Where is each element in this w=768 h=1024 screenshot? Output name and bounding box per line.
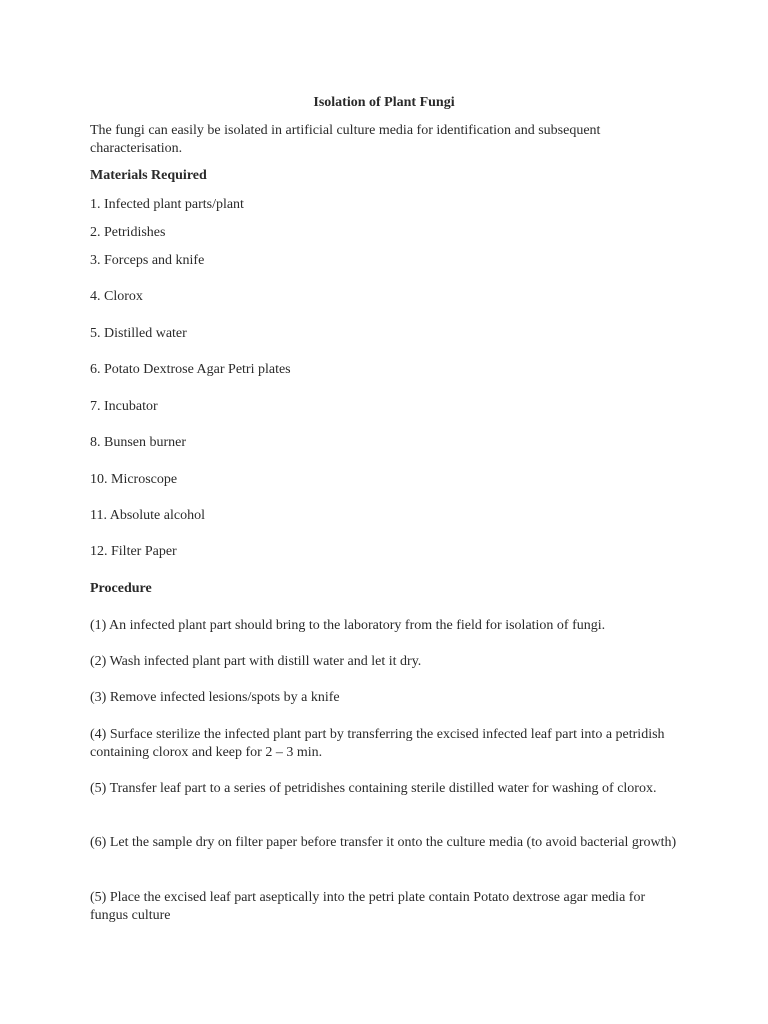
document-title: Isolation of Plant Fungi xyxy=(313,95,455,110)
material-item: 12. Filter Paper xyxy=(90,544,177,559)
procedure-step: (3) Remove infected lesions/spots by a knife xyxy=(90,690,340,705)
procedure-step: (4) Surface sterilize the infected plant part by transferring the excised infected leaf part into a petridish containing clorox and keep for 2 – 3 min. xyxy=(90,727,665,760)
material-item: 11. Absolute alcohol xyxy=(90,508,205,523)
procedure-heading: Procedure xyxy=(90,581,152,596)
material-item: 4. Clorox xyxy=(90,289,143,304)
material-item: 7. Incubator xyxy=(90,399,158,414)
material-item: 1. Infected plant parts/plant xyxy=(90,197,244,212)
procedure-step: (5) Place the excised leaf part aseptically into the petri plate contain Potato dextrose agar media for fungus culture xyxy=(90,890,646,923)
procedure-step: (1) An infected plant part should bring to the laboratory from the field for isolation of fungi. xyxy=(90,618,606,633)
material-item: 8. Bunsen burner xyxy=(90,435,187,450)
intro-paragraph: The fungi can easily be isolated in artificial culture media for identification and subsequent characterisation. xyxy=(90,123,601,156)
material-item: 3. Forceps and knife xyxy=(90,253,205,268)
material-item: 6. Potato Dextrose Agar Petri plates xyxy=(90,362,291,377)
material-item: 2. Petridishes xyxy=(90,225,166,240)
procedure-step: (5) Transfer leaf part to a series of petridishes containing sterile distilled water for washing of clorox. xyxy=(90,781,657,796)
material-item: 10. Microscope xyxy=(90,472,178,487)
procedure-step: (6) Let the sample dry on filter paper before transfer it onto the culture media (to avoid bacterial growth) xyxy=(90,835,677,850)
procedure-step: (2) Wash infected plant part with distill water and let it dry. xyxy=(90,654,422,669)
materials-heading: Materials Required xyxy=(90,168,207,183)
material-item: 5. Distilled water xyxy=(90,326,187,341)
